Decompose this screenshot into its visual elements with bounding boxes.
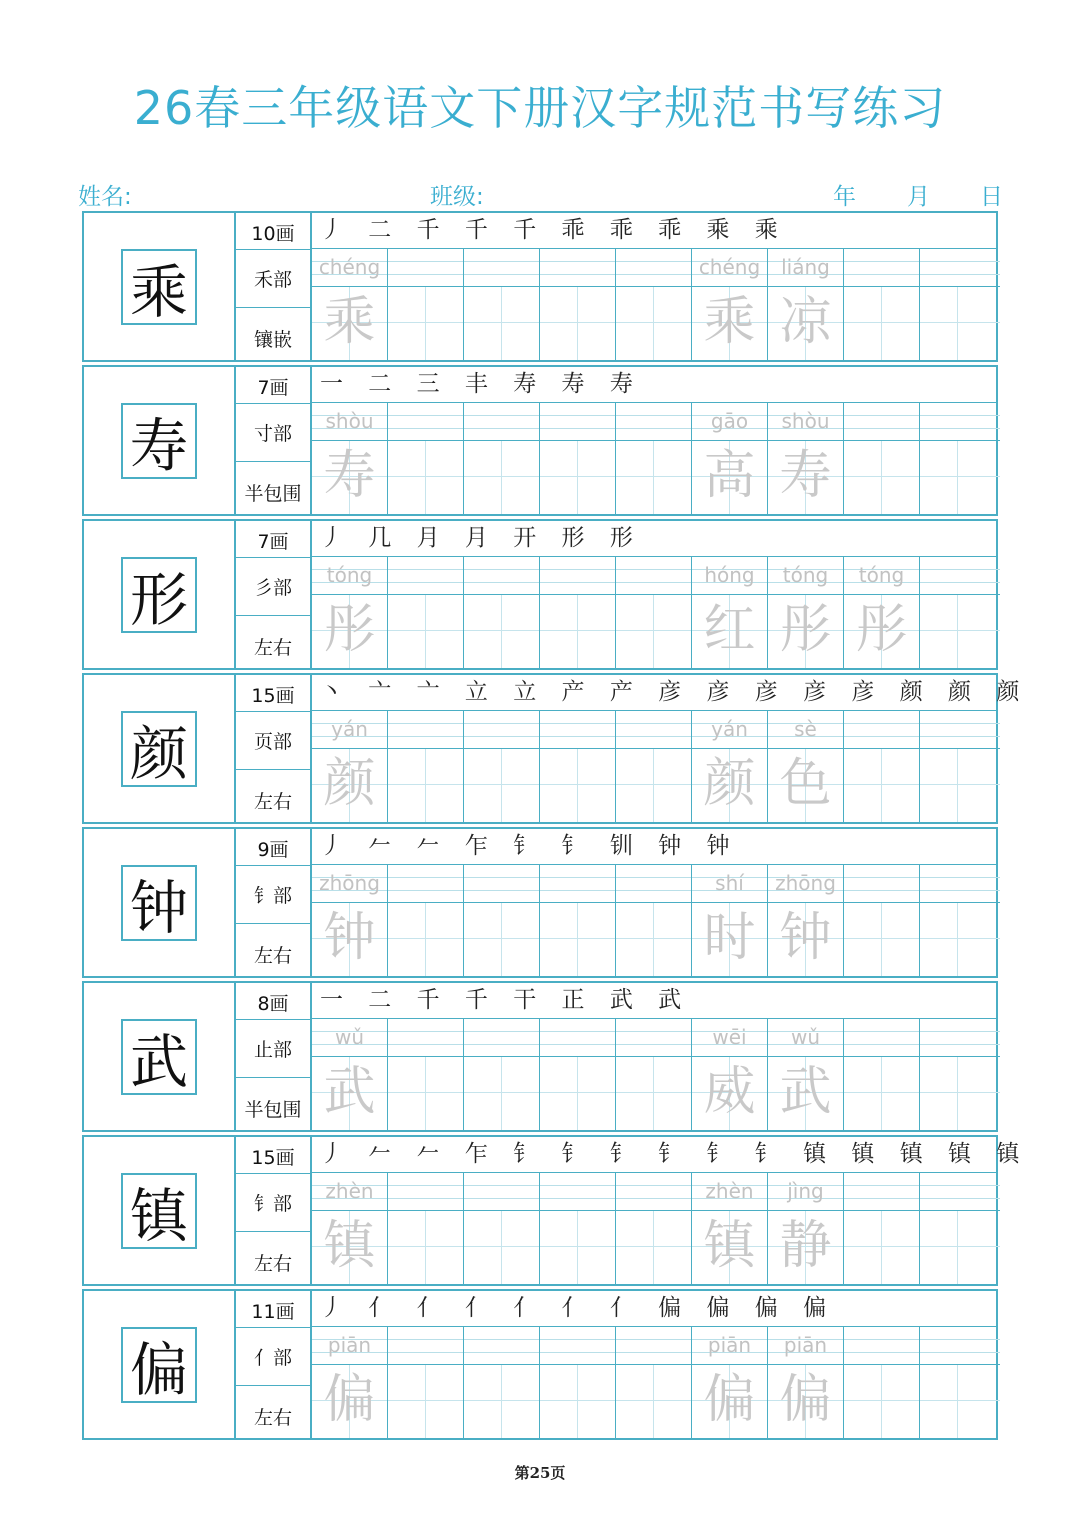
pinyin-line: shí [692,865,767,903]
model-character: 偏 [121,1327,197,1403]
stroke-order: 丿 几 月 月 开 形 形 [312,521,996,557]
writing-cell[interactable] [692,865,768,976]
trace-character [616,287,691,360]
stroke-count: 11画 [251,1301,295,1323]
writing-cell[interactable] [540,249,616,360]
trace-character [920,1365,1000,1438]
char-cell [84,829,236,976]
writing-cell[interactable] [464,557,540,668]
pinyin-line: tóng [844,557,919,595]
trace-character [920,441,1000,514]
pinyin-line [388,403,463,441]
writing-cell[interactable] [692,711,768,822]
pinyin-line: gāo [692,403,767,441]
radical-label: 寸部 [253,423,292,445]
pinyin-line: piān [768,1327,843,1365]
writing-cell[interactable] [844,1019,920,1130]
trace-character [540,441,615,514]
pinyin-line [464,557,539,595]
trace-character [388,441,463,514]
writing-cell[interactable] [692,1019,768,1130]
trace-character [616,1057,691,1130]
writing-cell[interactable] [540,403,616,514]
pinyin-line: zhōng [312,865,387,903]
trace-character [464,1057,539,1130]
writing-cell[interactable] [540,711,616,822]
writing-cell[interactable] [768,403,844,514]
pinyin-line: tóng [768,557,843,595]
stroke-count: 9画 [257,839,289,861]
writing-grid [312,1327,996,1438]
writing-cell[interactable] [692,1327,768,1438]
writing-cell[interactable] [616,1327,692,1438]
trace-character: 钟 [768,903,843,976]
trace-character [388,749,463,822]
pinyin-line [540,557,615,595]
trace-character: 色 [768,749,843,822]
trace-character [464,287,539,360]
pinyin-line [844,403,919,441]
pinyin-line [844,711,919,749]
trace-character [920,903,1000,976]
trace-character: 凉 [768,287,843,360]
char-cell [84,367,236,514]
writing-cell[interactable] [616,865,692,976]
trace-character [540,903,615,976]
char-block [82,365,998,516]
radical-label: 页部 [253,731,292,753]
pinyin-line [616,711,691,749]
pinyin-line [844,865,919,903]
writing-cell[interactable] [768,711,844,822]
pinyin-line [616,1327,691,1365]
trace-character [464,1365,539,1438]
writing-cell[interactable] [464,865,540,976]
trace-character: 武 [312,1057,387,1130]
trace-character [616,1365,691,1438]
pinyin-line: wǔ [768,1019,843,1057]
writing-cell[interactable] [312,1019,388,1130]
writing-cell[interactable] [388,1019,464,1130]
pinyin-line: piān [312,1327,387,1365]
pinyin-line: zhèn [692,1173,767,1211]
writing-cell[interactable] [464,711,540,822]
writing-cell[interactable] [616,249,692,360]
pinyin-line: yán [312,711,387,749]
char-info [236,213,312,360]
trace-character: 乘 [312,287,387,360]
trace-character: 武 [768,1057,843,1130]
pinyin-line: hóng [692,557,767,595]
trace-character: 颜 [312,749,387,822]
pinyin-line [920,711,1000,749]
pinyin-line [388,711,463,749]
trace-character [464,1211,539,1284]
writing-cell[interactable] [920,1173,1000,1284]
pinyin-line [920,865,1000,903]
writing-cell[interactable] [616,557,692,668]
trace-character [616,1211,691,1284]
char-info [236,1291,312,1438]
trace-character [844,1057,919,1130]
writing-grid [312,1019,996,1130]
trace-character: 彤 [844,595,919,668]
stroke-count: 7画 [257,377,289,399]
trace-character [844,1211,919,1284]
pinyin-line: chéng [312,249,387,287]
pinyin-line: zhèn [312,1173,387,1211]
model-character: 乘 [121,249,197,325]
trace-character: 彤 [312,595,387,668]
char-block [82,519,998,670]
pinyin-line [540,249,615,287]
pinyin-line: shòu [768,403,843,441]
pinyin-line [464,1019,539,1057]
page-number: 第25页 [514,1464,566,1482]
writing-cell[interactable] [844,557,920,668]
writing-cell[interactable] [312,711,388,822]
pinyin-line: wǔ [312,1019,387,1057]
trace-character [616,595,691,668]
pinyin-line [540,865,615,903]
pinyin-line [540,403,615,441]
char-block [82,1135,1029,1286]
trace-character: 钟 [312,903,387,976]
writing-cell[interactable] [692,403,768,514]
radical-label: 彡部 [253,577,292,599]
writing-cell[interactable] [920,865,1000,976]
writing-grid [312,865,996,976]
pinyin-line [920,1327,1000,1365]
trace-character [540,595,615,668]
structure-label: 半包围 [244,483,302,505]
trace-character [388,287,463,360]
char-block [82,981,998,1132]
pinyin-line [388,1327,463,1365]
writing-cell[interactable] [312,403,388,514]
pinyin-line [464,865,539,903]
writing-cell[interactable] [616,1019,692,1130]
trace-character [616,903,691,976]
trace-character: 静 [768,1211,843,1284]
writing-cell[interactable] [844,403,920,514]
stroke-order: 丿 𠂉 𠂉 乍 钅 钅 钏 钟 钟 [312,829,996,865]
trace-character [540,1057,615,1130]
structure-label: 左右 [253,1407,292,1429]
char-block [82,211,998,362]
stroke-order: 丿 ⼆ 千 千 千 乖 乖 乖 乘 乘 [312,213,996,249]
pinyin-line [540,1173,615,1211]
char-info [236,983,312,1130]
pinyin-line [540,1019,615,1057]
pinyin-line [844,249,919,287]
trace-character [920,595,1000,668]
writing-cell[interactable] [844,1327,920,1438]
writing-grid [312,403,996,514]
char-cell [84,213,236,360]
pinyin-line [920,249,1000,287]
writing-cell[interactable] [540,865,616,976]
writing-cell[interactable] [464,1173,540,1284]
trace-character: 时 [692,903,767,976]
trace-character [540,287,615,360]
writing-cell[interactable] [312,1327,388,1438]
char-cell [84,983,236,1130]
trace-character [540,749,615,822]
writing-cell[interactable] [768,865,844,976]
writing-cell[interactable] [920,711,1000,822]
writing-cell[interactable] [768,1173,844,1284]
pinyin-line [540,711,615,749]
trace-character: 寿 [768,441,843,514]
stroke-order: 丿 亻 亻 亻 亻 亻 亻 偏 偏 偏 偏 [312,1291,996,1327]
writing-cell[interactable] [388,865,464,976]
trace-character: 彤 [768,595,843,668]
trace-character: 红 [692,595,767,668]
trace-character: 乘 [692,287,767,360]
model-character: 武 [121,1019,197,1095]
trace-character: 寿 [312,441,387,514]
writing-cell[interactable] [464,1327,540,1438]
pinyin-line [388,1019,463,1057]
char-info [236,521,312,668]
pinyin-line [920,1019,1000,1057]
pinyin-line: piān [692,1327,767,1365]
writing-grid [312,249,996,360]
pinyin-line [616,1019,691,1057]
trace-character [920,287,1000,360]
model-character: 寿 [121,403,197,479]
pinyin-line [388,865,463,903]
pinyin-line [920,557,1000,595]
structure-label: 半包围 [244,1099,302,1121]
trace-character [540,1211,615,1284]
trace-character: 偏 [312,1365,387,1438]
trace-character [844,287,919,360]
writing-cell[interactable] [312,249,388,360]
writing-cell[interactable] [388,249,464,360]
char-cell [84,521,236,668]
pinyin-line [920,403,1000,441]
writing-cell[interactable] [616,711,692,822]
radical-label: 禾部 [253,269,292,291]
stroke-count: 15画 [251,1147,295,1169]
pinyin-line: shòu [312,403,387,441]
class-label: 班级: [430,184,484,210]
writing-cell[interactable] [692,249,768,360]
pinyin-line [464,711,539,749]
pinyin-line [464,1173,539,1211]
trace-character [388,903,463,976]
writing-cell[interactable] [388,557,464,668]
trace-character [464,595,539,668]
pinyin-line [616,865,691,903]
stroke-order: 丶 亠 亠 立 立 产 产 彦 彦 彦 彦 彦 颜 颜 颜 [312,675,996,711]
writing-cell[interactable] [844,249,920,360]
writing-cell[interactable] [844,865,920,976]
trace-character [920,749,1000,822]
trace-character [920,1211,1000,1284]
writing-cell[interactable] [312,865,388,976]
pinyin-line [616,403,691,441]
writing-cell[interactable] [768,557,844,668]
day-label: 日 [980,184,1003,210]
model-character: 形 [121,557,197,633]
trace-character [616,749,691,822]
stroke-count: 10画 [251,223,295,245]
radical-label: 亻部 [253,1347,292,1369]
pinyin-line: liáng [768,249,843,287]
pinyin-line [464,403,539,441]
writing-cell[interactable] [844,1173,920,1284]
pinyin-line [388,557,463,595]
pinyin-line [616,249,691,287]
char-info [236,1137,312,1284]
stroke-count: 7画 [257,531,289,553]
writing-grid [312,557,996,668]
radical-label: 钅部 [253,885,292,907]
model-character: 颜 [121,711,197,787]
char-block [82,1289,998,1440]
stroke-order: 一 二 千 千 干 正 武 武 [312,983,996,1019]
trace-character: 高 [692,441,767,514]
writing-cell[interactable] [768,249,844,360]
writing-cell[interactable] [844,711,920,822]
writing-cell[interactable] [540,1327,616,1438]
writing-cell[interactable] [540,1019,616,1130]
trace-character [388,1365,463,1438]
pinyin-line: tóng [312,557,387,595]
trace-character [844,441,919,514]
writing-cell[interactable] [692,557,768,668]
writing-cell[interactable] [920,557,1000,668]
model-character: 钟 [121,865,197,941]
trace-character [464,749,539,822]
month-label: 月 [907,184,930,210]
trace-character [464,903,539,976]
writing-cell[interactable] [616,1173,692,1284]
trace-character: 镇 [692,1211,767,1284]
writing-grid [312,1173,996,1284]
writing-cell[interactable] [920,249,1000,360]
structure-label: 左右 [253,945,292,967]
stroke-count: 15画 [251,685,295,707]
pinyin-line: zhōng [768,865,843,903]
structure-label: 左右 [253,1253,292,1275]
writing-cell[interactable] [692,1173,768,1284]
trace-character [388,1057,463,1130]
structure-label: 左右 [253,637,292,659]
trace-character [920,1057,1000,1130]
writing-cell[interactable] [920,1327,1000,1438]
char-block [82,673,1029,824]
pinyin-line [616,1173,691,1211]
trace-character: 偏 [692,1365,767,1438]
writing-cell[interactable] [464,249,540,360]
char-cell [84,1291,236,1438]
trace-character: 威 [692,1057,767,1130]
trace-character [844,749,919,822]
radical-label: 钅部 [253,1193,292,1215]
pinyin-line: yán [692,711,767,749]
radical-label: 止部 [253,1039,292,1061]
trace-character [540,1365,615,1438]
writing-cell[interactable] [388,1173,464,1284]
writing-cell[interactable] [768,1019,844,1130]
writing-cell[interactable] [464,1019,540,1130]
pinyin-line [388,249,463,287]
writing-cell[interactable] [388,403,464,514]
year-label: 年 [833,184,856,210]
pinyin-line [920,1173,1000,1211]
trace-character [616,441,691,514]
pinyin-line: sè [768,711,843,749]
trace-character [844,1365,919,1438]
writing-cell[interactable] [312,557,388,668]
pinyin-line: jìng [768,1173,843,1211]
writing-cell[interactable] [464,403,540,514]
writing-grid [312,711,996,822]
trace-character: 颜 [692,749,767,822]
structure-label: 左右 [253,791,292,813]
pinyin-line [464,249,539,287]
trace-character [844,903,919,976]
pinyin-line [616,557,691,595]
pinyin-line [844,1327,919,1365]
writing-cell[interactable] [768,1327,844,1438]
pinyin-line: wēi [692,1019,767,1057]
trace-character [388,595,463,668]
writing-cell[interactable] [312,1173,388,1284]
page-title: 26春三年级语文下册汉字规范书写练习 [133,81,947,135]
writing-cell[interactable] [920,403,1000,514]
pinyin-line: chéng [692,249,767,287]
trace-character: 镇 [312,1211,387,1284]
writing-cell[interactable] [616,403,692,514]
writing-cell[interactable] [920,1019,1000,1130]
stroke-order: 丿 𠂉 𠂉 乍 钅 钅 钅 钅 钅 钅 镇 镇 镇 镇 镇 [312,1137,996,1173]
trace-character: 偏 [768,1365,843,1438]
pinyin-line [540,1327,615,1365]
char-info [236,829,312,976]
stroke-count: 8画 [257,993,289,1015]
pinyin-line [844,1173,919,1211]
writing-cell[interactable] [540,1173,616,1284]
char-info [236,675,312,822]
char-cell [84,675,236,822]
model-character: 镇 [121,1173,197,1249]
writing-cell[interactable] [540,557,616,668]
char-block [82,827,998,978]
trace-character [464,441,539,514]
pinyin-line [388,1173,463,1211]
structure-label: 镶嵌 [253,329,292,351]
stroke-order: 一 二 三 丰 寿 寿 寿 [312,367,996,403]
char-cell [84,1137,236,1284]
pinyin-line [464,1327,539,1365]
writing-cell[interactable] [388,711,464,822]
char-info [236,367,312,514]
pinyin-line [844,1019,919,1057]
writing-cell[interactable] [388,1327,464,1438]
name-label: 姓名: [78,184,132,210]
trace-character [388,1211,463,1284]
